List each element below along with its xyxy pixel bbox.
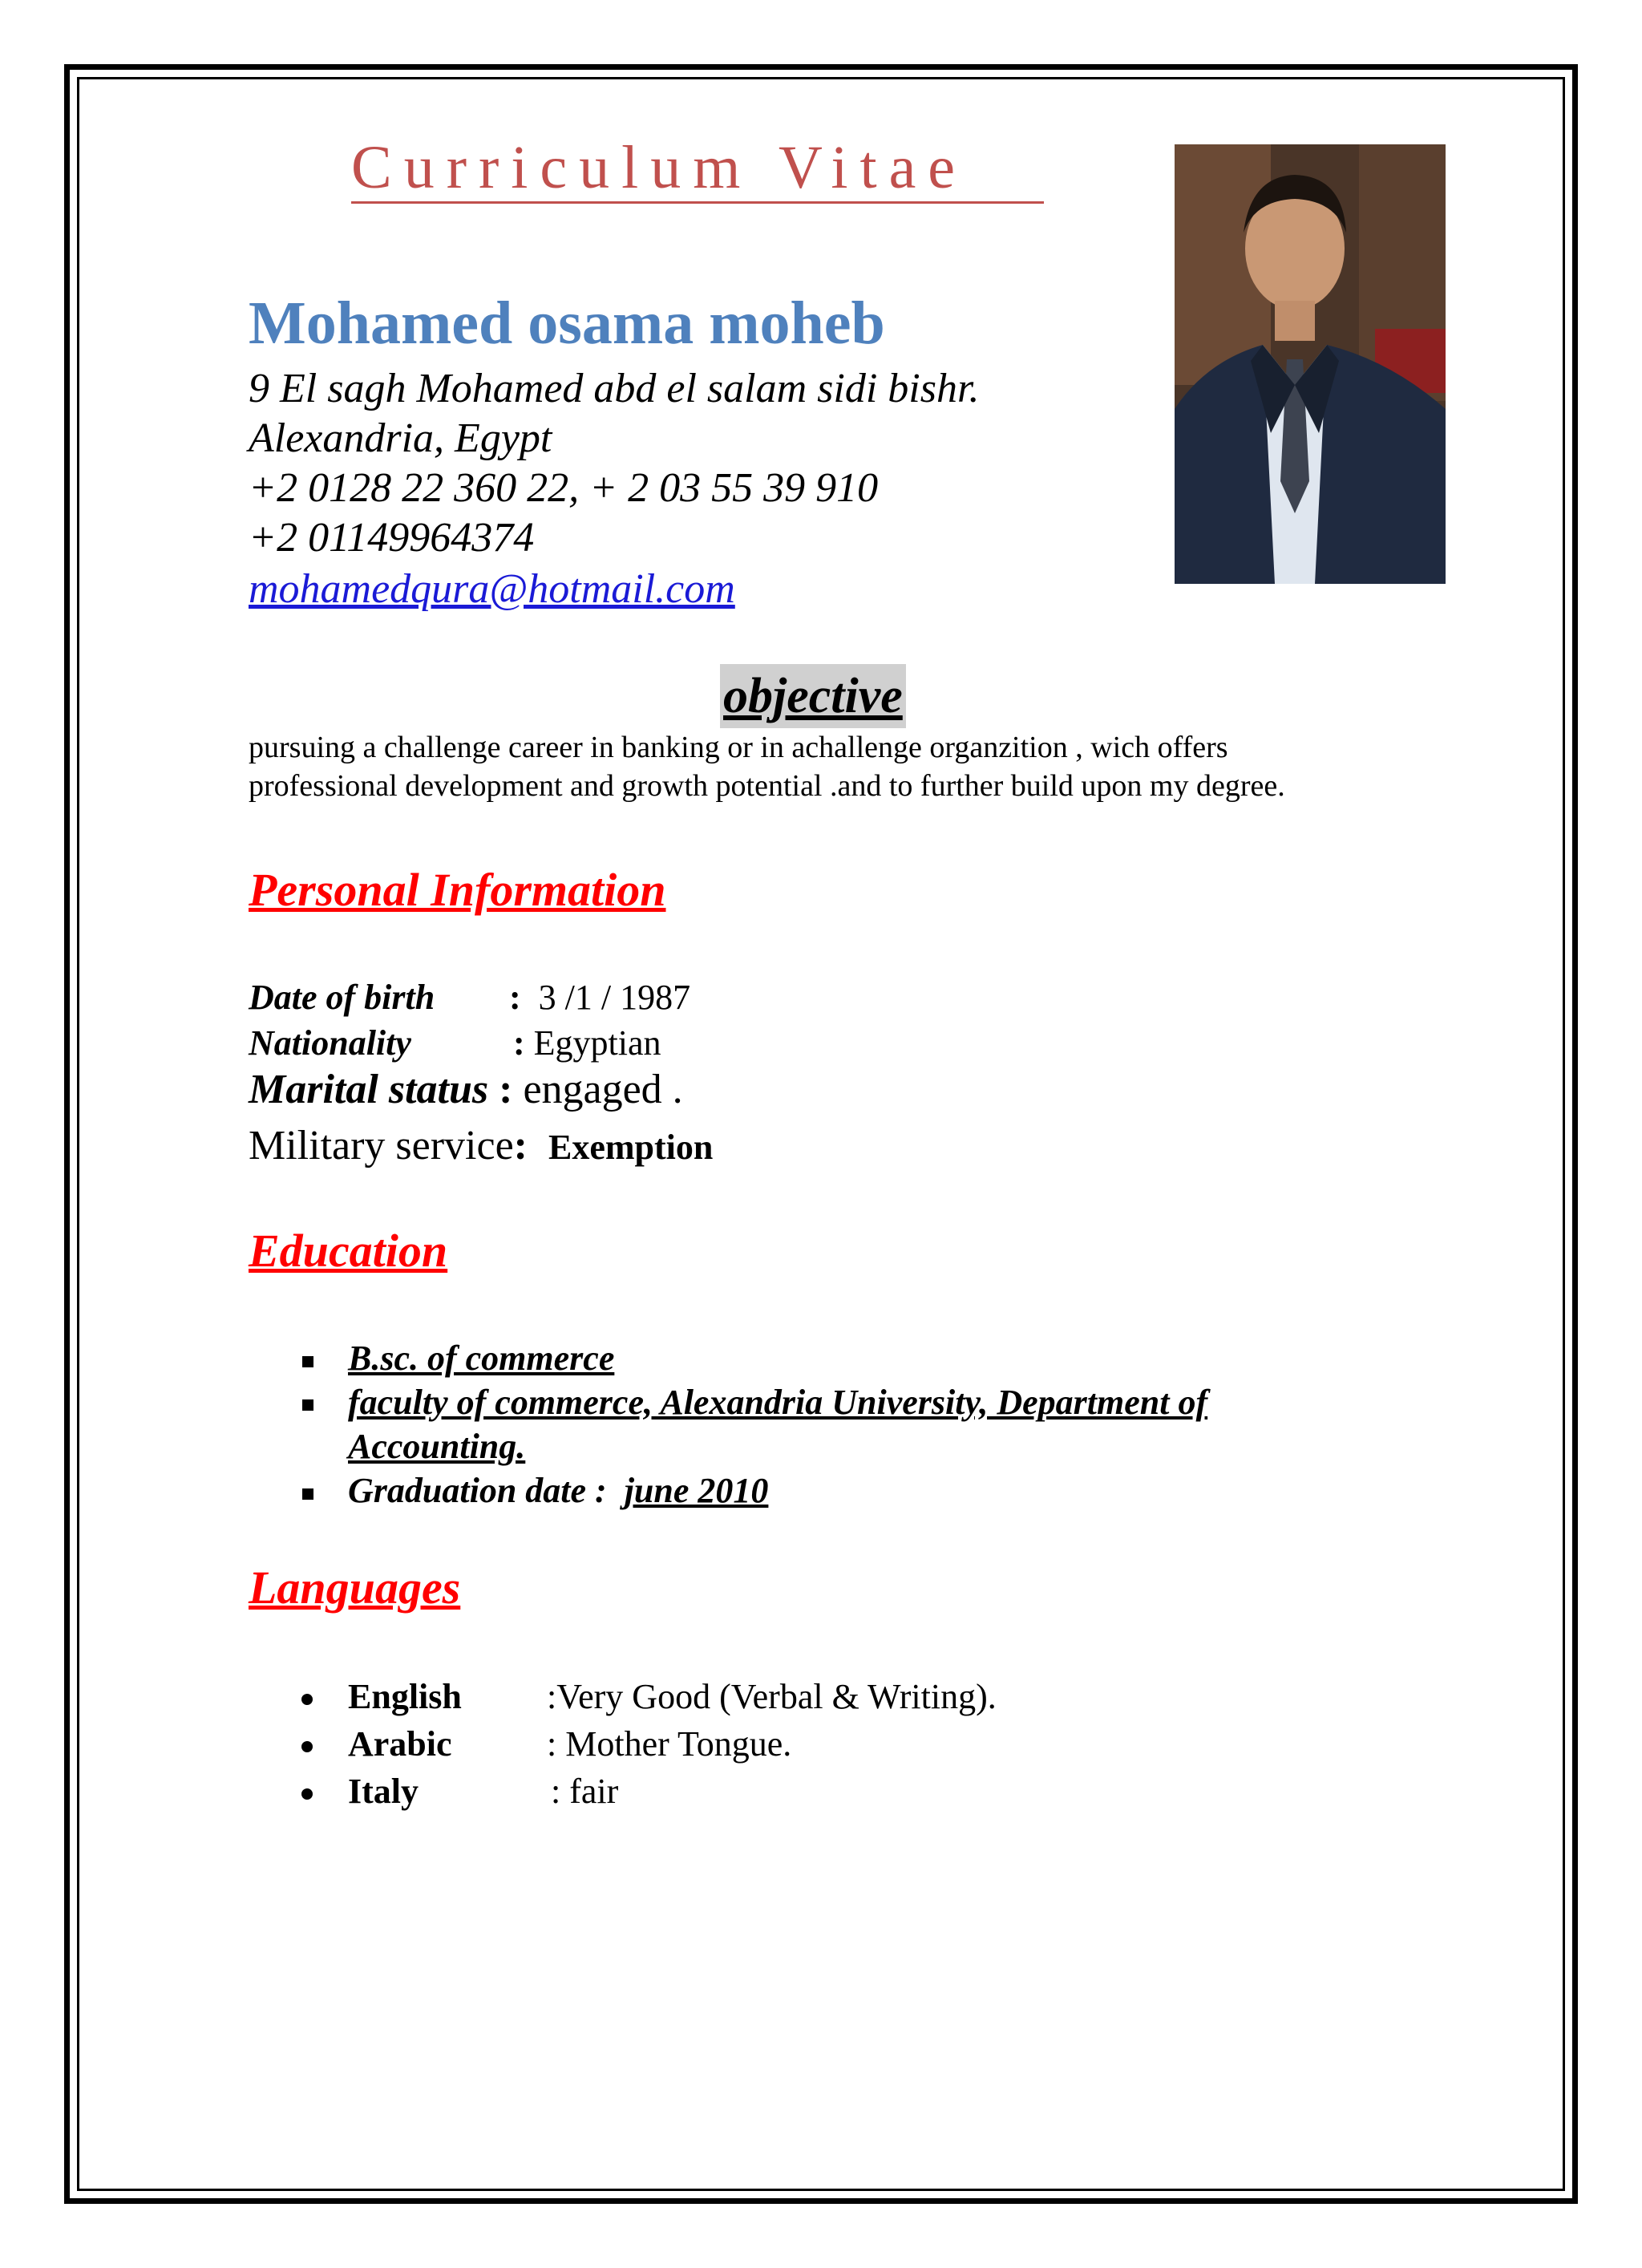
marital-row: Marital status : engaged . [249,1065,683,1115]
personal-info-heading: Personal Information [249,864,666,916]
language-level: :Very Good (Verbal & Writing). [547,1677,997,1716]
military-value: Exemption [548,1128,714,1167]
language-level: : Mother Tongue. [547,1724,792,1764]
square-bullet-icon [302,1488,313,1500]
education-item-faculty-line-1: faculty of commerce, Alexandria University, Department of [348,1383,1208,1422]
military-row: Military service: Exemption [249,1123,714,1168]
nationality-value: Egyptian [533,1023,661,1063]
address-line-1: 9 El sagh Mohamed abd el salam sidi bishr. [249,366,980,411]
cv-title-underline [351,201,1044,204]
address-line-2: Alexandria, Egypt [249,415,552,461]
phone-line-2: +2 01149964374 [249,515,535,561]
objective-line-1: pursuing a challenge career in banking or in achallenge organzition , wich offers [249,731,1228,764]
bullet-dot-icon [301,1788,313,1800]
nationality-label: Nationality [249,1023,411,1063]
square-bullet-icon [302,1356,313,1367]
bullet-dot-icon [301,1741,313,1752]
graduation-label: Graduation date : [348,1471,607,1510]
education-item-graduation [348,1470,768,1513]
education-item-faculty-line-2: Accounting. [348,1427,526,1466]
language-level: : fair [551,1772,619,1811]
square-bullet-icon [302,1399,313,1411]
dob-row: Date of birth : 3 /1 / 1987 [249,977,690,1019]
military-label: Military service [249,1123,514,1168]
applicant-name: Mohamed osama moheb [249,290,885,357]
portrait-photo [1175,144,1446,584]
nationality-row: Nationality : Egyptian [249,1023,661,1065]
dob-label: Date of birth [249,978,435,1017]
graduation-value: june 2010 [624,1471,769,1510]
education-item-degree: B.sc. of commerce [348,1339,615,1378]
cv-title: Curriculum Vitae [351,134,968,201]
bullet-dot-icon [301,1694,313,1705]
language-name: English [348,1677,462,1716]
dob-value: 3 /1 / 1987 [538,978,691,1017]
phone-line-1: +2 0128 22 360 22, + 2 03 55 39 910 [249,465,879,511]
languages-heading: Languages [249,1561,461,1614]
objective-line-2: professional development and growth potential .and to further build upon my degree. [249,769,1285,803]
education-heading: Education [249,1225,448,1277]
objective-heading: objective [720,664,906,728]
email-link[interactable]: mohamedqura@hotmail.com [249,566,735,612]
language-name: Arabic [348,1724,452,1764]
marital-value: engaged . [523,1067,683,1112]
language-name: Italy [348,1772,419,1811]
marital-label: Marital status [249,1067,489,1112]
